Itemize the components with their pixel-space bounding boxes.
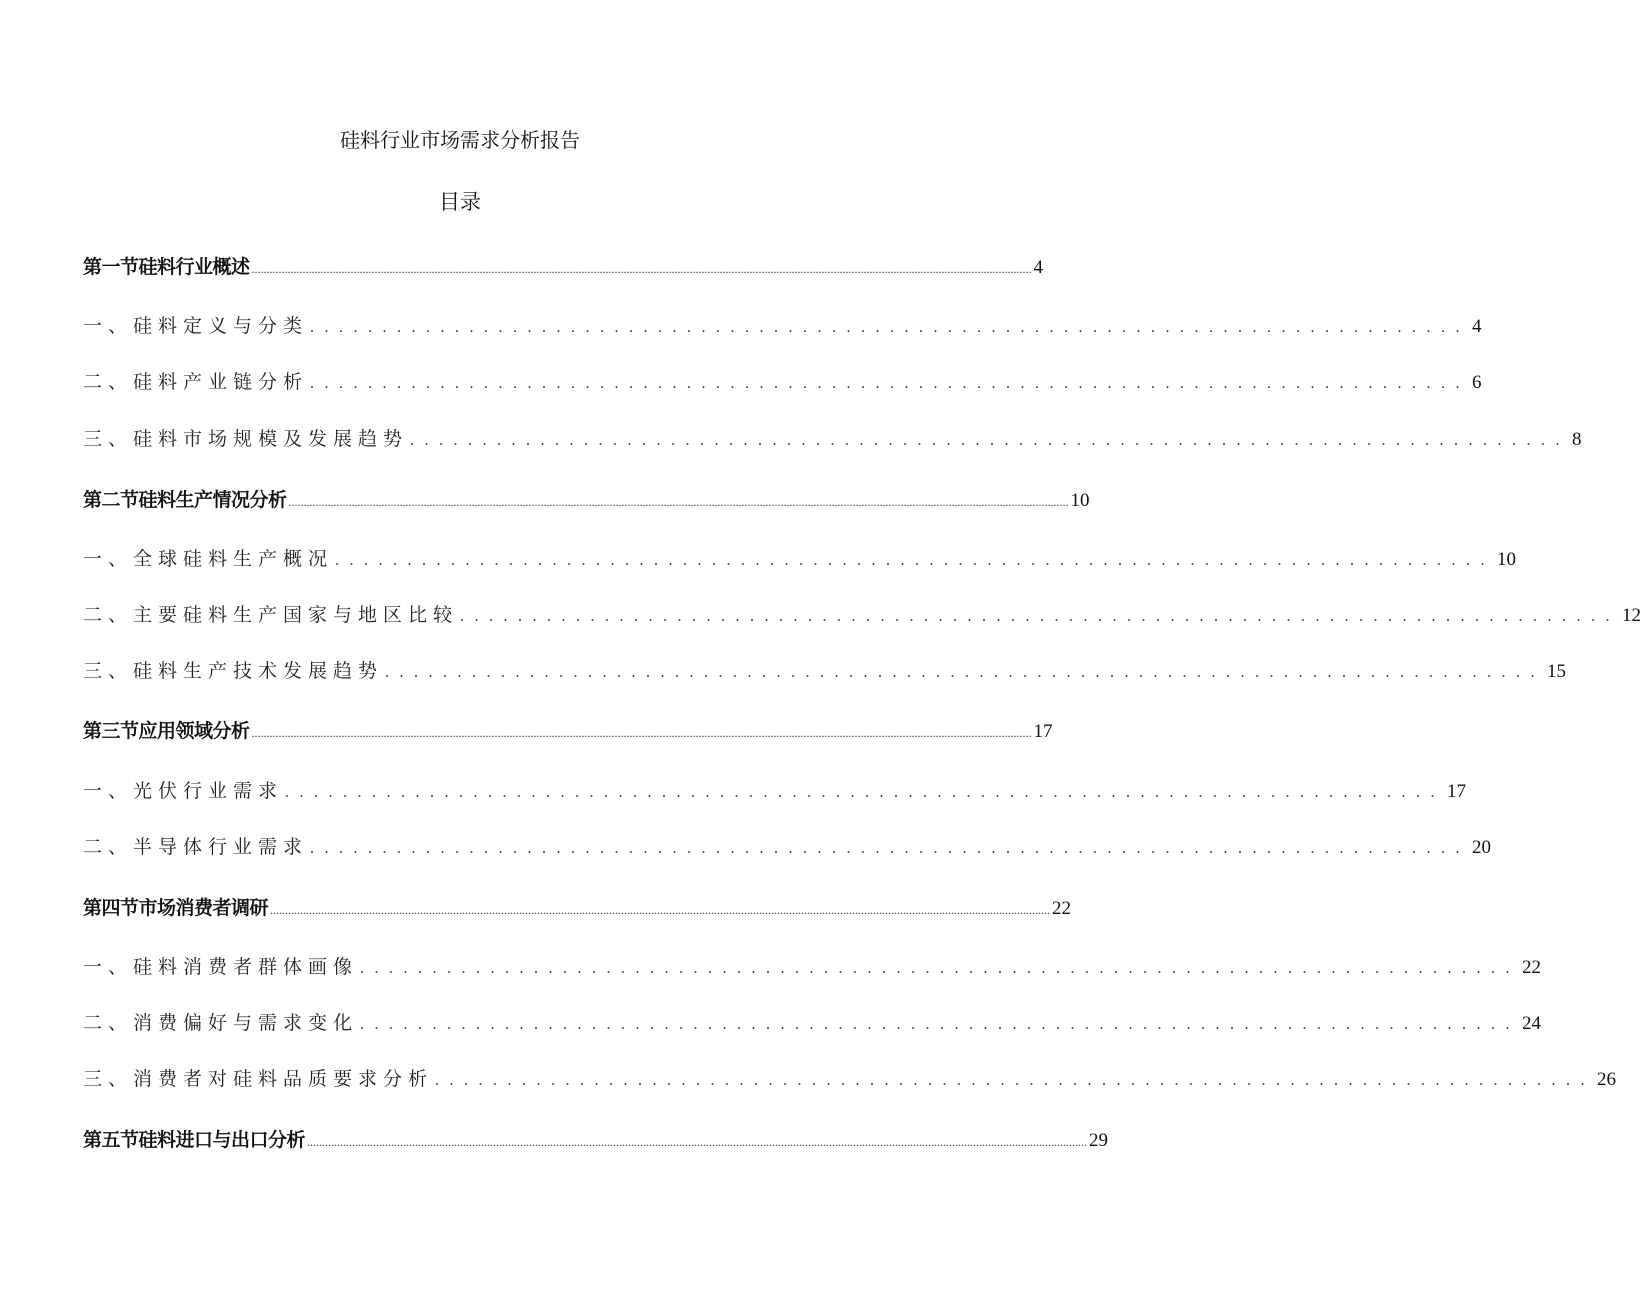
toc-entry-title: 三、硅料生产技术发展趋势 bbox=[83, 660, 384, 682]
toc-entry-title: 二、半导体行业需求 bbox=[83, 836, 309, 858]
toc-subsection-entry[interactable] bbox=[83, 832, 1492, 862]
toc-section-entry[interactable] bbox=[83, 252, 1044, 282]
toc-dot-leader: ................................................................................ bbox=[310, 375, 1471, 392]
toc-dot-leader: ................................................................................ bbox=[360, 1016, 1521, 1033]
toc-page-number: 10 bbox=[1070, 490, 1090, 511]
toc-page-number: 17 bbox=[1033, 721, 1053, 742]
toc-page-number: 12 bbox=[1622, 605, 1641, 626]
toc-page-number: 17 bbox=[1447, 781, 1467, 802]
toc-entry-title: 一、光伏行业需求 bbox=[83, 780, 284, 802]
toc-page-number: 20 bbox=[1472, 837, 1492, 858]
toc-entry-title: 第四节市场消费者调研 bbox=[83, 897, 269, 919]
toc-dot-leader: ................................................................................ bbox=[410, 432, 1571, 449]
toc-subsection-entry[interactable] bbox=[83, 311, 1482, 341]
toc-dot-leader: .................................................................................................................................................................................................................................................................... bbox=[288, 495, 1069, 509]
toc-entry-title: 第五节硅料进口与出口分析 bbox=[83, 1129, 306, 1151]
toc-subsection-entry[interactable] bbox=[83, 1008, 1542, 1038]
toc-subsection-entry[interactable] bbox=[83, 600, 1641, 630]
toc-section-entry[interactable] bbox=[83, 893, 1072, 923]
toc-page-number: 24 bbox=[1522, 1013, 1542, 1034]
toc-entry-title: 二、主要硅料生产国家与地区比较 bbox=[83, 604, 459, 626]
toc-entry-title: 二、硅料产业链分析 bbox=[83, 371, 309, 393]
toc-page-number: 8 bbox=[1572, 429, 1582, 450]
toc-section-entry[interactable] bbox=[83, 1125, 1109, 1155]
toc-dot-leader: ................................................................................ bbox=[385, 664, 1546, 681]
toc-page-number: 6 bbox=[1472, 372, 1482, 393]
toc-dot-leader: .................................................................................................................................................................................................................................................................... bbox=[251, 262, 1032, 276]
toc-entry-title: 三、消费者对硅料品质要求分析 bbox=[83, 1068, 434, 1090]
toc-page-number: 4 bbox=[1472, 316, 1482, 337]
toc-subsection-entry[interactable] bbox=[83, 544, 1517, 574]
toc-dot-leader: ................................................................................ bbox=[435, 1072, 1596, 1089]
toc-page-number: 22 bbox=[1052, 898, 1072, 919]
toc-subsection-entry[interactable] bbox=[83, 424, 1582, 454]
toc-subsection-entry[interactable] bbox=[83, 952, 1542, 982]
toc-section-entry[interactable] bbox=[83, 485, 1090, 515]
toc-dot-leader: ................................................................................ bbox=[285, 784, 1446, 801]
toc-subsection-entry[interactable] bbox=[83, 367, 1482, 397]
toc-dot-leader: .................................................................................................................................................................................................................................................................... bbox=[251, 726, 1032, 740]
toc-entry-title: 一、全球硅料生产概况 bbox=[83, 548, 334, 570]
toc-entry-title: 三、硅料市场规模及发展趋势 bbox=[83, 428, 409, 450]
toc-entry-title: 一、硅料消费者群体画像 bbox=[83, 956, 359, 978]
toc-entry-title: 第三节应用领域分析 bbox=[83, 720, 250, 742]
toc-page-number: 4 bbox=[1033, 257, 1044, 278]
toc-section-entry[interactable] bbox=[83, 716, 1053, 746]
toc-dot-leader: .................................................................................................................................................................................................................................................................... bbox=[270, 903, 1051, 917]
toc-entry-title: 一、硅料定义与分类 bbox=[83, 315, 309, 337]
toc-dot-leader: ................................................................................ bbox=[310, 840, 1471, 857]
toc-subsection-entry[interactable] bbox=[83, 776, 1467, 806]
toc-page-number: 22 bbox=[1522, 957, 1542, 978]
document-title: 硅料行业市场需求分析报告 bbox=[340, 128, 580, 152]
toc-entry-title: 第二节硅料生产情况分析 bbox=[83, 489, 287, 511]
toc-entry-title: 第一节硅料行业概述 bbox=[83, 256, 250, 278]
toc-heading: 目录 bbox=[439, 190, 481, 214]
toc-dot-leader: ................................................................................ bbox=[335, 552, 1496, 569]
toc-dot-leader: ................................................................................ bbox=[460, 608, 1621, 625]
toc-entry-title: 二、消费偏好与需求变化 bbox=[83, 1012, 359, 1034]
toc-subsection-entry[interactable] bbox=[83, 1064, 1617, 1094]
toc-page-number: 29 bbox=[1089, 1130, 1109, 1151]
toc-subsection-entry[interactable] bbox=[83, 656, 1567, 686]
toc-dot-leader: ................................................................................ bbox=[360, 960, 1521, 977]
toc-page-number: 10 bbox=[1497, 549, 1517, 570]
toc-dot-leader: ................................................................................ bbox=[310, 319, 1471, 336]
toc-dot-leader: .................................................................................................................................................................................................................................................................... bbox=[307, 1135, 1088, 1149]
toc-page-number: 15 bbox=[1547, 661, 1567, 682]
toc-page-number: 26 bbox=[1597, 1069, 1617, 1090]
